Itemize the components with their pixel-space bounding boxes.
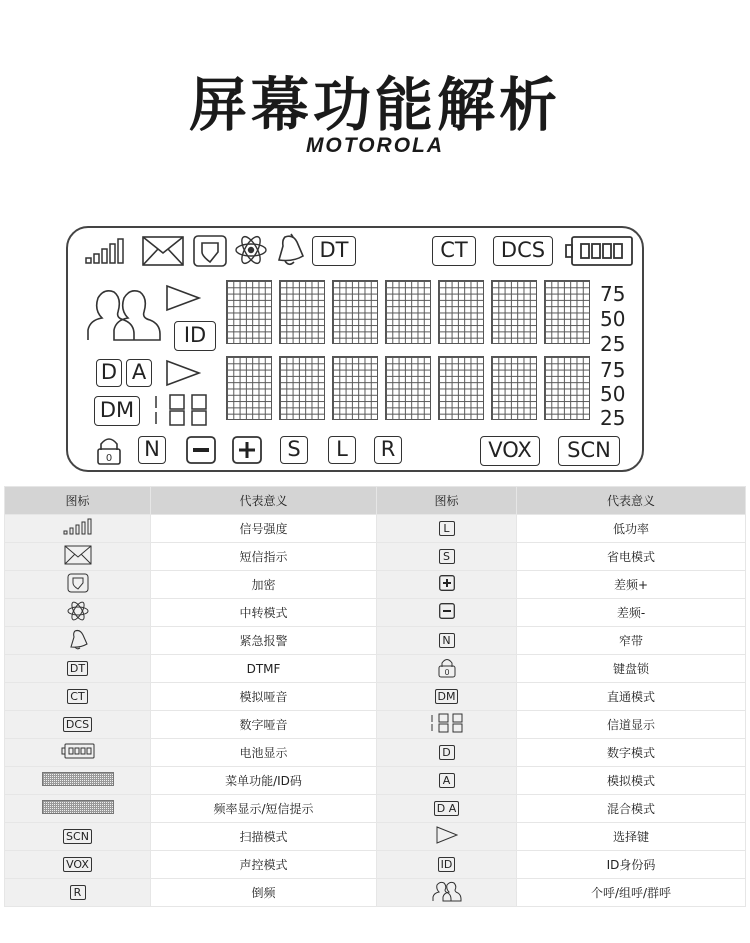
legend-meaning: 混合模式 [517,795,746,823]
dm-icon: DM [435,689,459,704]
legend-meaning: ID身份码 [517,851,746,879]
r-indicator: R [374,436,402,464]
legend-meaning: 键盘锁 [517,655,746,683]
vox-icon: VOX [63,857,92,872]
signal-icon [84,236,128,266]
table-row [5,739,746,767]
scn-icon: SCN [63,829,92,844]
id-indicator: ID [174,321,216,351]
dt-icon: DT [67,661,88,676]
scale-label: 25 [600,332,626,356]
legend-meaning: 模拟哑音 [151,683,377,711]
page-title: 屏幕功能解析 [188,71,561,139]
legend-meaning: 声控模式 [151,851,377,879]
dot-matrix-upper-1 [226,280,272,344]
id-icon: ID [438,857,456,872]
alarm-bell-icon [67,628,89,650]
a-icon: A [439,773,455,788]
envelope-icon [64,545,92,565]
column-header: 代表意义 [151,487,377,515]
table-row [5,711,746,739]
table-row [5,683,746,711]
scale-label: 50 [600,307,626,331]
plus-icon [439,575,455,591]
keypad-lock-icon [438,656,456,678]
r-icon: R [70,885,86,900]
dot-matrix-lower-6 [491,356,537,420]
legend-meaning: 短信指示 [151,543,377,571]
table-row [5,515,746,543]
dot-matrix-upper-3 [332,280,378,344]
da-icon: D A [434,801,460,816]
minus-icon [439,603,455,619]
dot-matrix-upper-7 [544,280,590,344]
scale-label: 50 [600,382,626,406]
legend-meaning: 菜单功能/ID码 [151,767,377,795]
legend-meaning: 低功率 [517,515,746,543]
legend-meaning: 频率显示/短信提示 [151,795,377,823]
shield-icon [67,573,89,593]
battery-icon [61,743,95,759]
d-indicator: D [96,359,122,387]
legend-meaning: 数字模式 [517,739,746,767]
signal-icon [62,518,94,536]
brand-logo-text: MOTOROLA [305,134,445,157]
legend-meaning: 电池显示 [151,739,377,767]
dot-matrix-upper-2 [279,280,325,344]
table-row [5,851,746,879]
dot-matrix-lower-1 [226,356,272,420]
l-indicator: L [328,436,356,464]
dt-indicator: DT [312,236,356,266]
dot-matrix-icon [42,772,114,786]
table-row [5,879,746,907]
minus-icon [186,436,216,464]
shield-icon [193,235,227,267]
legend-meaning: 紧急报警 [151,627,377,655]
channel-digits-icon [429,713,465,733]
atom-icon [67,600,89,622]
scale-label: 75 [600,358,626,382]
group-icon [432,880,462,902]
dcs-icon: DCS [63,717,92,732]
dot-matrix-upper-4 [385,280,431,344]
table-row [5,543,746,571]
n-indicator: N [138,436,166,464]
ct-indicator: CT [432,236,476,266]
table-row [5,795,746,823]
vox-indicator: VOX [480,436,540,466]
legend-meaning: 差频+ [517,571,746,599]
legend-meaning: 省电模式 [517,543,746,571]
plus-icon [232,436,262,464]
s-indicator: S [280,436,308,464]
alarm-bell-icon [273,232,307,268]
dot-matrix-lower-4 [385,356,431,420]
svg-text:0: 0 [105,453,113,464]
legend-meaning: 直通模式 [517,683,746,711]
a-indicator: A [126,359,152,387]
legend-meaning: DTMF [151,655,377,683]
dot-matrix-upper-5 [438,280,484,344]
scale-label: 75 [600,282,626,306]
dot-matrix-lower-3 [332,356,378,420]
icon-legend-table [4,486,746,907]
legend-meaning: 扫描模式 [151,823,377,851]
column-header: 代表意义 [517,487,746,515]
atom-icon [234,233,268,267]
scn-indicator: SCN [558,436,620,466]
ct-icon: CT [67,689,87,704]
column-header: 图标 [5,487,151,515]
lcd-display [66,226,644,472]
legend-meaning: 信道显示 [517,711,746,739]
triangle-lower-icon [165,359,201,387]
legend-meaning: 数字哑音 [151,711,377,739]
legend-meaning: 个呼/组呼/群呼 [517,879,746,907]
channel-digits-icon [150,392,222,428]
table-row [5,599,746,627]
dot-matrix-upper-6 [491,280,537,344]
group-icon [84,286,164,342]
table-header-row [5,487,746,515]
dot-matrix-icon [42,800,114,814]
legend-meaning: 倒频 [151,879,377,907]
d-icon: D [439,745,455,760]
n-icon: N [439,633,455,648]
envelope-icon [142,235,184,267]
dot-matrix-lower-2 [279,356,325,420]
legend-meaning: 差频- [517,599,746,627]
battery-icon [564,234,636,268]
legend-meaning: 加密 [151,571,377,599]
dcs-indicator: DCS [493,236,553,266]
dot-matrix-lower-7 [544,356,590,420]
keypad-lock-icon [96,434,122,466]
triangle-upper-icon [165,284,201,312]
table-row [5,655,746,683]
svg-text:0: 0 [443,668,450,677]
table-row [5,823,746,851]
dm-indicator: DM [94,396,140,426]
legend-meaning: 中转模式 [151,599,377,627]
l-icon: L [439,521,455,536]
legend-meaning: 选择键 [517,823,746,851]
table-row [5,571,746,599]
scale-label: 25 [600,406,626,430]
table-row [5,627,746,655]
triangle-icon [436,826,458,844]
table-row [5,767,746,795]
legend-meaning: 信号强度 [151,515,377,543]
legend-meaning: 窄带 [517,627,746,655]
dot-matrix-lower-5 [438,356,484,420]
legend-meaning: 模拟模式 [517,767,746,795]
column-header: 图标 [377,487,517,515]
s-icon: S [439,549,455,564]
